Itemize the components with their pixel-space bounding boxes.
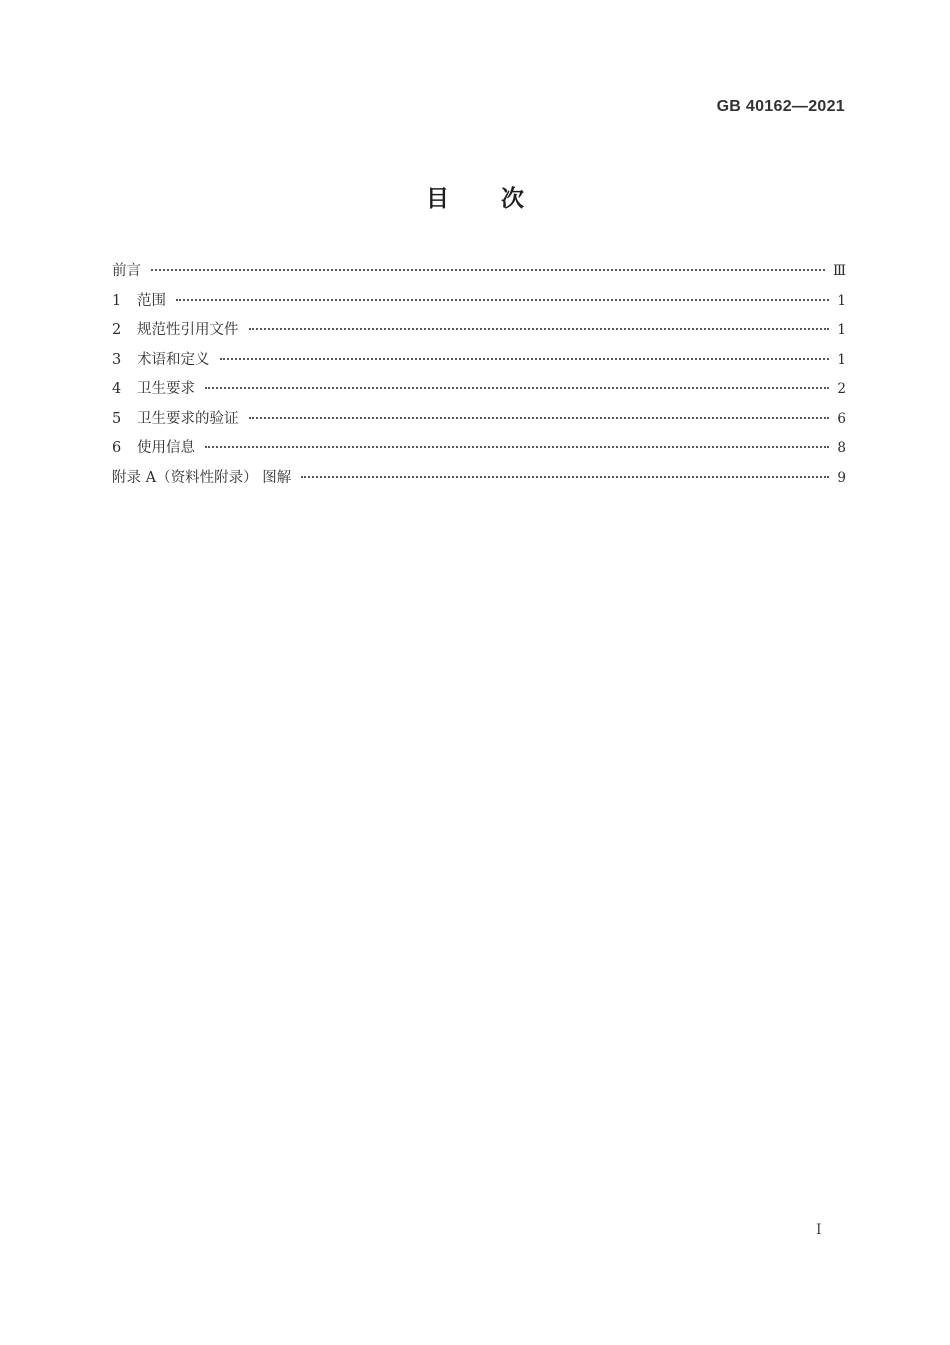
toc-entry-page: 9 — [837, 469, 846, 486]
toc-entry-label: 术语和定义 — [137, 351, 210, 368]
toc-entry-page: 2 — [837, 381, 846, 397]
toc-entry-page: 8 — [837, 440, 846, 456]
toc-entry-page: 1 — [837, 351, 846, 368]
toc-entry-label: 卫生要求的验证 — [137, 410, 239, 427]
toc-entry-number: 2 — [112, 322, 122, 338]
toc-entry-appendix-a[interactable] — [112, 466, 846, 496]
toc-entry-label: 卫生要求 — [137, 381, 195, 397]
toc-entry-number: 5 — [112, 410, 122, 427]
toc-leader-dots — [205, 387, 829, 389]
toc-leader-dots — [176, 299, 829, 301]
toc-entry-number: 4 — [112, 381, 122, 397]
toc-entry-scope[interactable] — [112, 289, 846, 319]
toc-entry-terms-definitions[interactable] — [112, 348, 846, 378]
toc-entry-usage-information[interactable] — [112, 436, 846, 466]
toc-entry-page: 1 — [837, 322, 846, 338]
toc-leader-dots — [301, 476, 829, 478]
document-code: GB 40162—2021 — [716, 98, 845, 115]
toc-entry-hygiene-requirements[interactable] — [112, 377, 846, 407]
toc-entry-number: 6 — [112, 440, 122, 456]
toc-entry-number: 3 — [112, 351, 122, 368]
toc-leader-dots — [205, 446, 829, 448]
toc-entry-page: Ⅲ — [832, 263, 846, 279]
toc-entry-number: 1 — [112, 292, 122, 309]
page-number: I — [816, 1222, 822, 1238]
toc-entry-label: 前言 — [112, 263, 141, 279]
toc-entry-label: 使用信息 — [137, 440, 195, 456]
toc-entry-label: 附录 A（资料性附录） 图解 — [112, 469, 292, 486]
toc-entry-page: 6 — [837, 410, 846, 427]
toc-entry-normative-references[interactable] — [112, 318, 846, 348]
table-of-contents — [112, 259, 846, 495]
toc-leader-dots — [220, 358, 830, 360]
toc-leader-dots — [151, 269, 825, 271]
toc-entry-page: 1 — [837, 292, 846, 309]
toc-entry-label: 规范性引用文件 — [137, 322, 239, 338]
toc-entry-foreword[interactable] — [112, 259, 846, 289]
toc-entry-verification[interactable] — [112, 407, 846, 437]
toc-leader-dots — [249, 417, 830, 419]
toc-title: 目次 — [426, 186, 576, 212]
toc-entry-label: 范围 — [137, 292, 166, 309]
toc-leader-dots — [249, 328, 830, 330]
